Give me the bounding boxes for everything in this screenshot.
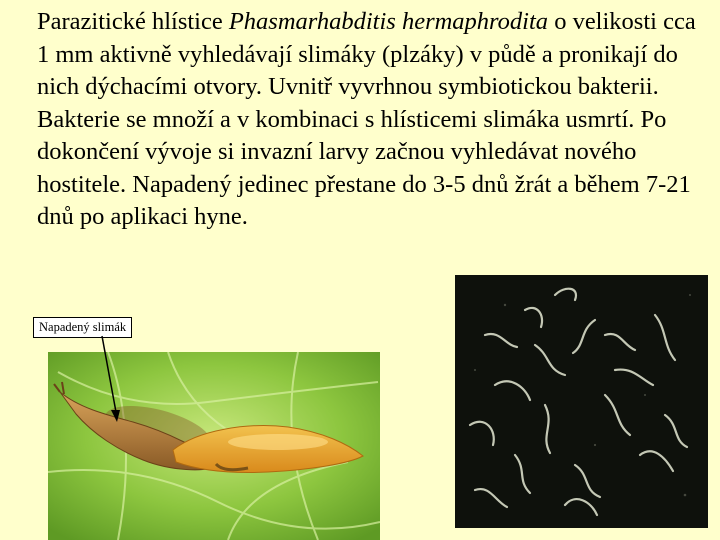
slide-body-text <box>37 6 697 234</box>
slug-on-leaf-photo <box>48 352 380 540</box>
text-body: o velikosti cca 1 mm aktivně vyhledávají slimáky (plzáky) v půdě a pronikají do nich dýchacími otvory. Uvnitř vyvrhnou symbiotickou bakterii. Bakterie se množí a v kombinaci s hlísticemi slimáka usmrtí. Po dokončení vývoje si invazní larvy začnou vyhledávat nového hostitele. Napadený jedinec přestane do 3-5 dnů žrát a během 7-21 dnů po aplikaci hyne. <box>37 8 696 230</box>
nematodes-micrograph <box>455 275 708 528</box>
species-name: Phasmarhabditis hermaphrodita <box>228 8 549 35</box>
text-intro: Parazitické hlístice <box>37 8 229 35</box>
callout-arrow <box>100 334 130 424</box>
callout-label: Napadený slimák <box>33 317 132 338</box>
